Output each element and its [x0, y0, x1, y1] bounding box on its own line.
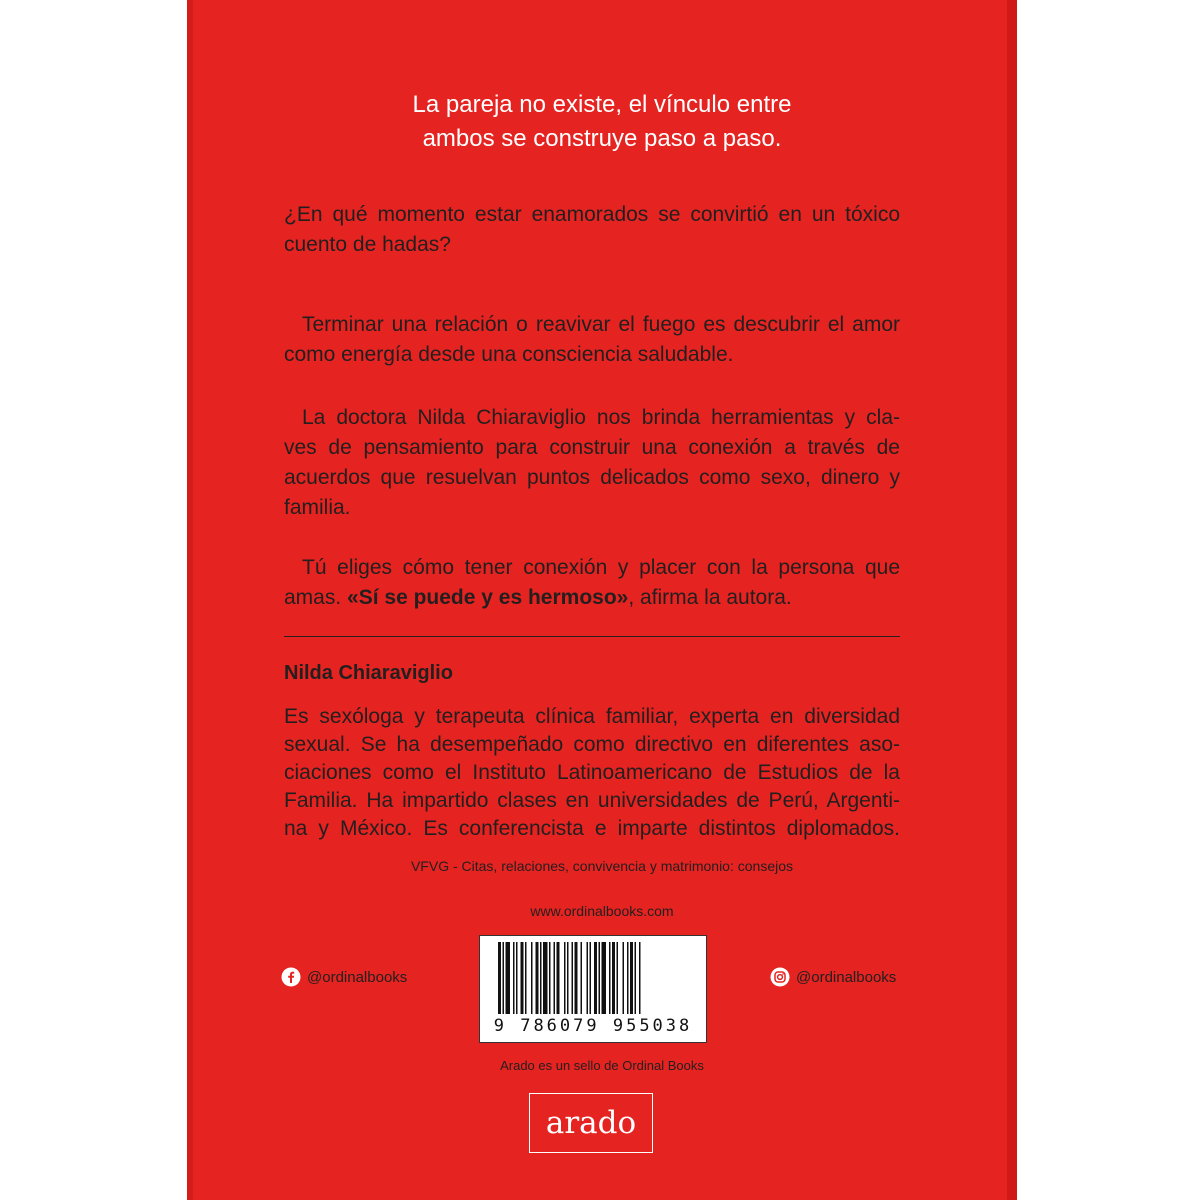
blurb-2-line-1: Terminar una relación o reavivar el fuego es descubrir el amor — [302, 313, 900, 336]
blurb-3-line-4: familia. — [284, 496, 351, 519]
book-back-cover — [187, 0, 1017, 1200]
bio-line-1: Es sexóloga y terapeuta clínica familiar, experta en diversidad — [284, 705, 900, 728]
blurb-3-line-1: La doctora Nilda Chiaraviglio nos brinda herramientas y cla- — [302, 406, 900, 429]
blurb-paragraph-4 — [284, 553, 900, 613]
blurb-paragraph-3 — [284, 403, 900, 523]
blurb-4-line-1: Tú eliges cómo tener conexión y placer con la persona que — [302, 556, 900, 579]
tagline-line-1: La pareja no existe, el vínculo entre — [412, 91, 792, 118]
isbn-number: 9 786079 955038 — [493, 1016, 693, 1036]
cover-edge-left — [187, 0, 193, 1200]
bio-line-3: ciaciones como el Instituto Latinoamericano de Estudios de la — [284, 761, 900, 784]
section-divider — [284, 636, 900, 637]
barcode-bars — [498, 942, 688, 1014]
bisac-category: VFVG - Citas, relaciones, convivencia y matrimonio: consejos — [410, 858, 794, 874]
blurb-1-line-1: ¿En qué momento estar enamorados se convirtió en un tóxico — [284, 203, 900, 226]
blurb-4-text-start: amas. — [284, 586, 348, 609]
blurb-paragraph-2 — [284, 310, 900, 370]
author-bio — [284, 703, 900, 843]
instagram-handle-text: @ordinalbooks — [796, 968, 897, 986]
blurb-4-quote: «Sí se puede y es hermoso» — [347, 586, 629, 609]
publisher-website[interactable]: www.ordinalbooks.com — [530, 903, 674, 919]
arado-logo: arado — [529, 1093, 653, 1153]
blurb-2-line-2: como energía desde una consciencia saludable. — [284, 343, 734, 366]
instagram-handle[interactable] — [770, 967, 896, 987]
blurb-1-line-2: cuento de hadas? — [284, 233, 451, 256]
bio-line-5: na y México. Es conferencista e imparte distintos diplomados. — [284, 817, 900, 840]
isbn-barcode — [479, 935, 707, 1043]
instagram-icon — [770, 967, 790, 987]
blurb-3-line-2: ves de pensamiento para construir una conexión a través de — [284, 436, 900, 459]
imprint-note: Arado es un sello de Ordinal Books — [500, 1058, 704, 1073]
author-name: Nilda Chiaraviglio — [284, 662, 453, 684]
blurb-4-line-2 — [284, 583, 900, 613]
facebook-handle-text: @ordinalbooks — [307, 968, 408, 986]
blurb-4-text-end: , afirma la autora. — [628, 586, 792, 609]
blurb-3-line-3: acuerdos que resuelvan puntos delicados como sexo, dinero y — [284, 466, 900, 489]
blurb-paragraph-1 — [284, 200, 900, 260]
bio-line-4: Familia. Ha impartido clases en universidades de Perú, Argenti- — [284, 789, 900, 812]
bio-line-2: sexual. Se ha desempeñado como directivo en diferentes aso- — [284, 733, 900, 756]
facebook-handle[interactable] — [281, 967, 407, 987]
tagline-line-2: ambos se construye paso a paso. — [422, 125, 782, 152]
cover-edge-right — [1007, 0, 1017, 1200]
facebook-icon — [281, 967, 301, 987]
tagline — [187, 88, 1017, 156]
